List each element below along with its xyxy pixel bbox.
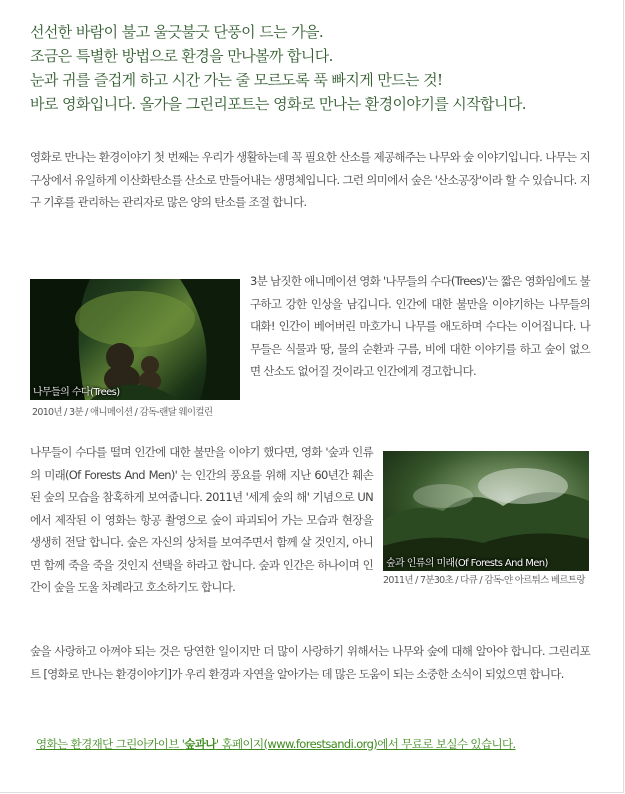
paragraph-closing: 숲을 사랑하고 아껴야 되는 것은 당연한 일이지만 더 많이 사랑하기 위해서는 나무와 숲에 대해 알아야 합니다. 그린리포트 [영화로 만나는 환경이야기]가 우리 환경과 자연을 알아가는 데 많은 도움이 되는 소중한 소식이 되었으면 합니다. — [30, 644, 590, 681]
paragraph-forests-film: 나무들이 수다를 떨며 인간에 대한 불만을 이야기 했다면, 영화 '숲과 인류의 미래(Of Forests And Men)' 는 인간의 풍요를 위해 지난 60년간 훼손된 숲의 모습을 참혹하게 보여줍니다. 2011년 '세계 숲의 해' 기념으로 UN에서 제작된 이 영화는 항공 촬영으로 숲이 파괴되어 가는 모습과 현장을 생생히 전달 합니다. 숲은 자신의 상처를 보여주면서 함께 살 것인지, 아니면 함께 죽을 죽을 것인지 선택을 하라고 합니다. 숲과 인간은 하나이며 인간이 숲을 도울 차례라고 호소하기도 합니다. — [30, 445, 373, 594]
intro-line-4: 바로 영화입니다. 올가을 그린리포트는 영화로 만나는 환경이야기를 시작합니다. — [30, 95, 526, 113]
forests-film-image — [383, 451, 589, 571]
trees-film-image — [30, 279, 240, 400]
intro-line-2: 조금은 특별한 방법으로 환경을 만나볼까 합니다. — [30, 47, 333, 65]
trees-illustration — [30, 279, 240, 400]
forest-photo — [383, 451, 589, 571]
paragraph-intro-trees: 영화로 만나는 환경이야기 첫 번째는 우리가 생활하는데 꼭 필요한 산소를 제공해주는 나무와 숲 이야기입니다. 나무는 지구상에서 유일하게 이산화탄소를 산소로 만들어내는 생명체입니다. 그런 의미에서 숲은 '산소공장'이라 할 수 있습니다. 지구 기후를 관리하는 관리자로 많은 양의 탄소를 조절 합니다. — [30, 150, 590, 209]
intro-line-1: 선선한 바람이 불고 울긋불긋 단풍이 드는 가을. — [30, 23, 324, 41]
intro-line-3: 눈과 귀를 즐겁게 하고 시간 가는 줄 모르도록 푹 빠지게 만드는 것! — [30, 71, 443, 89]
paragraph-trees-film: 3분 남짓한 애니메이션 영화 '나무들의 수다(Trees)'는 짧은 영화임에도 불구하고 강한 인상을 남깁니다. 인간에 대한 불만을 이야기하는 나무들의 대화! 인간이 베어버린 마호가니 나무를 애도하며 수다는 이어집니다. 나무들은 식물과 땅, 물의 순환과 구름, 비에 대한 이야기를 하고 숲이 없으면 산소도 없어질 것이라고 인간에게 경고합니다. — [250, 274, 590, 378]
footer-text-bold: 숲과나 — [184, 737, 216, 751]
forests-caption: 숲과 인류의 미래(Of Forests And Men) — [386, 558, 548, 569]
footer-link[interactable] — [36, 736, 516, 752]
footer-text-post: ' 홈페이지(www.forestsandi.org)에서 무료로 보실수 있습니다. — [215, 737, 516, 751]
forests-credit: 2011년 / 7분30초 / 다큐 / 감독-얀 아르튀스 베르트랑 — [383, 575, 585, 586]
intro-text — [30, 20, 610, 116]
footer-text-pre: 영화는 환경재단 그린아카이브 ' — [36, 737, 185, 751]
trees-credit: 2010년 / 3분 / 애니메이션 / 감독-랜달 웨이컬린 — [32, 407, 213, 418]
trees-caption: 나무들의 수다(Trees) — [33, 387, 120, 398]
